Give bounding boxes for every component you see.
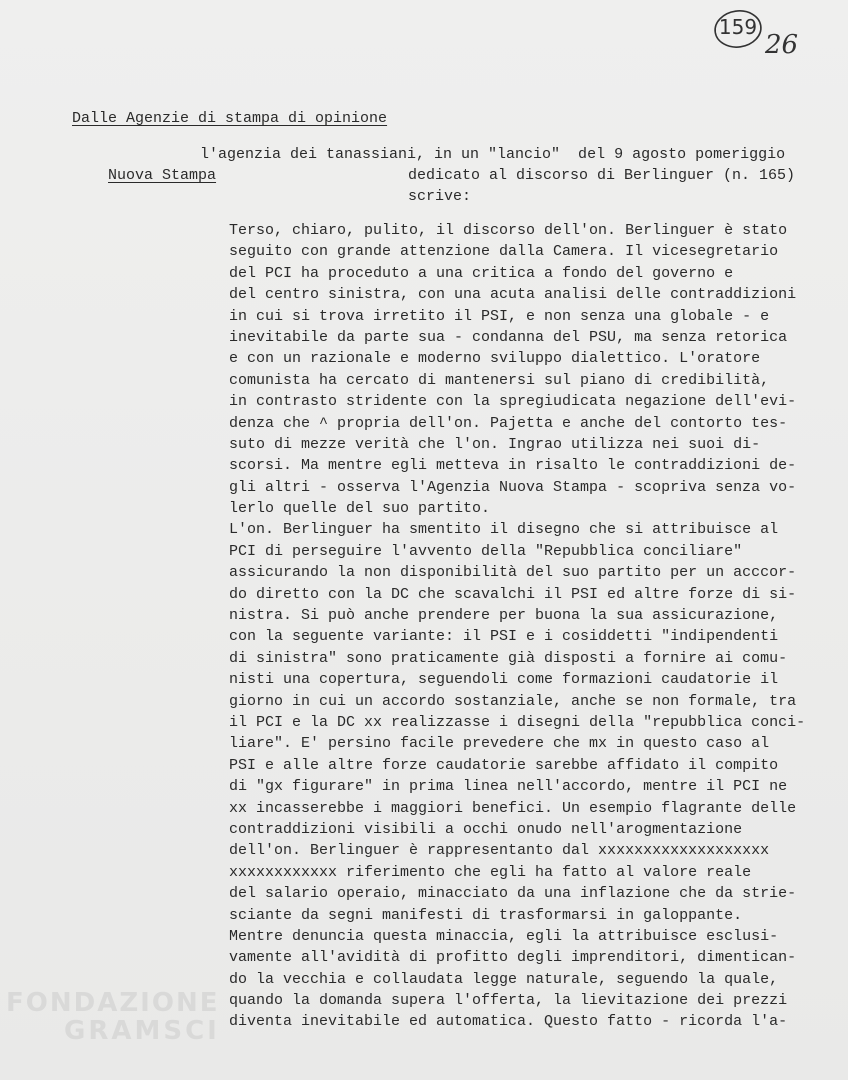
body-line: in cui si trova irretito il PSI, e non senza una globale - e bbox=[229, 307, 770, 325]
body-line: seguito con grande attenzione dalla Camera. Il vicesegretario bbox=[229, 243, 779, 261]
body-line: del salario operaio, minacciato da una inflazione che da strie- bbox=[229, 885, 797, 903]
page-number-stamp bbox=[712, 8, 764, 52]
intro-line: l'agenzia dei tanassiani, in un "lancio" del 9 agosto pomeriggio bbox=[200, 146, 786, 163]
body-line: Mentre denuncia questa minaccia, egli la attribuisce esclusi- bbox=[229, 927, 779, 945]
body-line: del PCI ha proceduto a una critica a fondo del governo e bbox=[229, 264, 734, 282]
body-line: contraddizioni visibili a occhi onudo nell'arogmentazione bbox=[229, 820, 743, 838]
body-line: comunista ha cercato di mantenersi sul piano di credibilità, bbox=[229, 371, 770, 389]
body-line: in contrasto stridente con la spregiudicata negazione dell'evi- bbox=[229, 393, 797, 411]
watermark bbox=[6, 990, 220, 1044]
body-line: assicurando la non disponibilità del suo partito per un acccor- bbox=[229, 564, 797, 582]
body-line: il PCI e la DC xx realizzasse i disegni della "repubblica conci- bbox=[229, 713, 806, 731]
body-line: di sinistra" sono praticamente già disposti a fornire ai comu- bbox=[229, 649, 788, 667]
body-line: scorsi. Ma mentre egli metteva in risalto le contraddizioni de- bbox=[229, 457, 797, 475]
intro-line: dedicato al discorso di Berlinguer (n. 165) bbox=[408, 167, 796, 184]
watermark-line: FONDAZIONE bbox=[6, 988, 220, 1018]
body-line: nistra. Si può anche prendere per buona la sua assicurazione, bbox=[229, 607, 779, 625]
body-line: denza che ^ propria dell'on. Pajetta e anche del contorto tes- bbox=[229, 414, 788, 432]
body-line: giorno in cui un accordo sostanziale, anche se non formale, tra bbox=[229, 692, 797, 710]
body-line: vamente all'avidità di profitto degli imprenditori, dimentican- bbox=[229, 949, 797, 967]
body-line: sciante da segni manifesti di trasformarsi in galoppante. bbox=[229, 906, 743, 924]
folio-number: 26 bbox=[765, 30, 799, 60]
body-line: PSI e alle altre forze caudatorie sarebbe affidato il compito bbox=[229, 756, 779, 774]
source-label: Nuova Stampa bbox=[108, 167, 217, 184]
body-line: diventa inevitabile ed automatica. Questo fatto - ricorda l'a- bbox=[229, 1013, 788, 1031]
body-line: do la vecchia e collaudata legge naturale, seguendo la quale, bbox=[229, 970, 779, 988]
body-line: suto di mezze verità che l'on. Ingrao utilizza nei suoi di- bbox=[229, 435, 761, 453]
body-line: dell'on. Berlinguer è rappresentanto dal xxxxxxxxxxxxxxxxxxx bbox=[229, 842, 770, 860]
body-line: nisti una copertura, seguendoli come formazioni caudatorie il bbox=[229, 671, 779, 689]
body-line: quando la domanda supera l'offerta, la lievitazione dei prezzi bbox=[229, 992, 788, 1010]
body-line: L'on. Berlinguer ha smentito il disegno che si attribuisce al bbox=[229, 521, 779, 539]
intro-line: scrive: bbox=[408, 188, 472, 205]
watermark-line: GRAMSCI bbox=[64, 1016, 220, 1046]
body-line: xxxxxxxxxxxx riferimento che egli ha fatto al valore reale bbox=[229, 863, 752, 881]
body-line: lerlo quelle del suo partito. bbox=[229, 500, 491, 518]
body-line: xx incasserebbe i maggiori benefici. Un esempio flagrante delle bbox=[229, 799, 797, 817]
body-line: di "gx figurare" in prima linea nell'accordo, mentre il PCI ne bbox=[229, 778, 788, 796]
body-line: del centro sinistra, con una acuta analisi delle contraddizioni bbox=[229, 286, 797, 304]
body-line: liare". E' persino facile prevedere che mx in questo caso al bbox=[229, 735, 770, 753]
body-line: con la seguente variante: il PSI e i cosiddetti "indipendenti bbox=[229, 628, 779, 646]
body-line: e con un razionale e moderno sviluppo dialettico. L'oratore bbox=[229, 350, 761, 368]
body-line: inevitabile da parte sua - condanna del PSU, ma senza retorica bbox=[229, 328, 788, 346]
body-line: PCI di perseguire l'avvento della "Repubblica conciliare" bbox=[229, 542, 743, 560]
body-line: Terso, chiaro, pulito, il discorso dell'on. Berlinguer è stato bbox=[229, 222, 788, 239]
body-line: gli altri - osserva l'Agenzia Nuova Stampa - scopriva senza vo- bbox=[229, 478, 797, 496]
section-heading: Dalle Agenzie di stampa di opinione bbox=[72, 110, 388, 127]
page-number: 159 bbox=[718, 15, 758, 39]
quoted-body-text bbox=[229, 220, 848, 1033]
body-line: do diretto con la DC che scavalchi il PSI ed altre forze di si- bbox=[229, 585, 797, 603]
